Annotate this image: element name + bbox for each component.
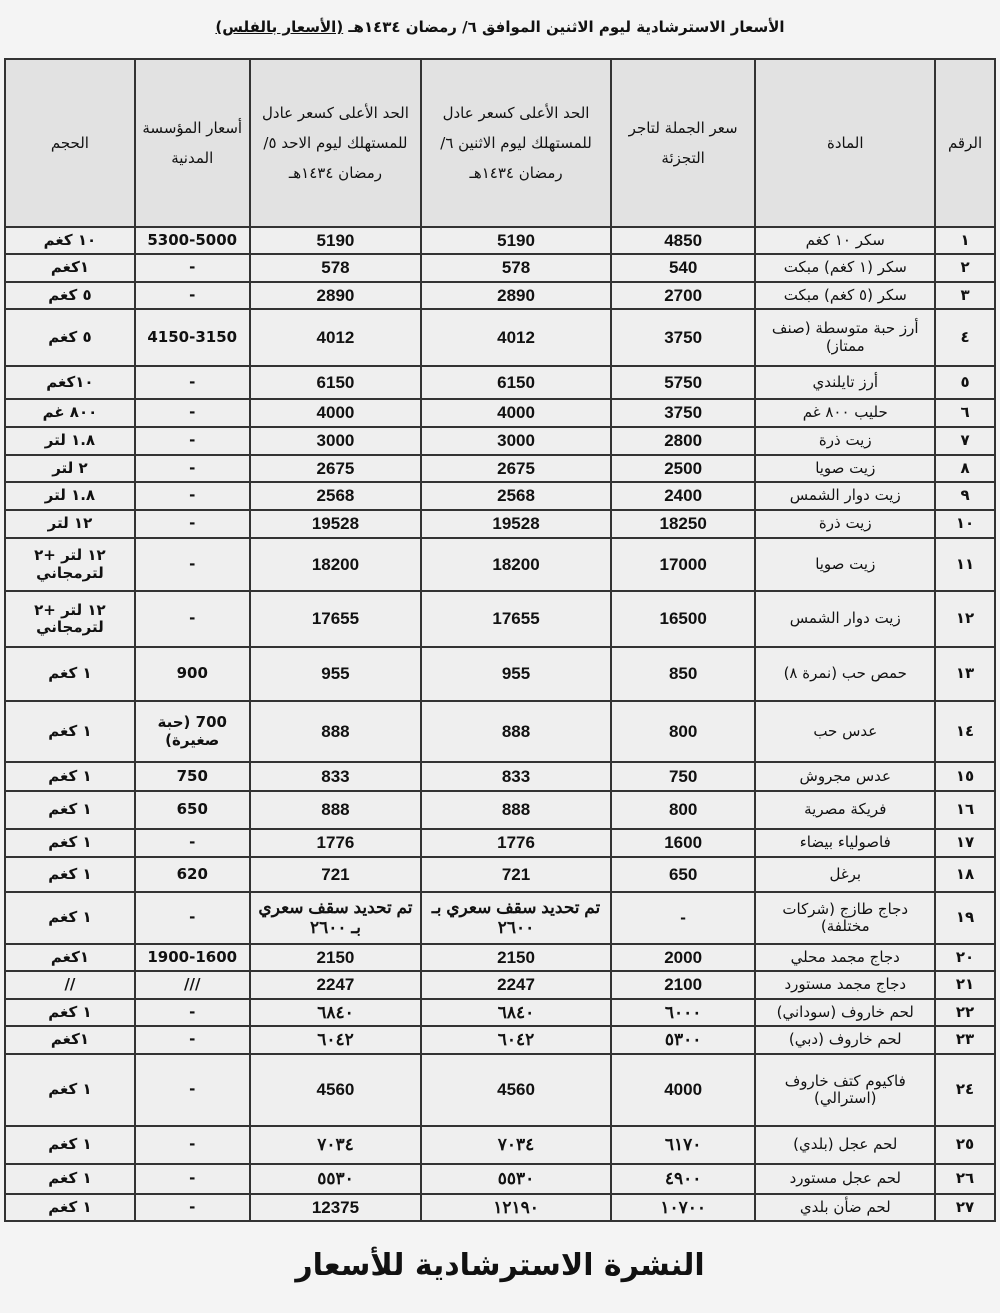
size: ١٠ كغم [5, 227, 135, 254]
wholesale-price: ٦٠٠٠ [611, 999, 756, 1026]
size: ١ كغم [5, 701, 135, 762]
wholesale-price: 2500 [611, 455, 756, 482]
max-price-monday: 888 [421, 701, 611, 762]
civil-institution-price: - [135, 1026, 250, 1054]
size: ١ كغم [5, 647, 135, 701]
table-row [5, 591, 995, 647]
size: ١.٨ لتر [5, 482, 135, 510]
table-row [5, 1054, 995, 1126]
item-name: حليب ٨٠٠ غم [755, 399, 935, 427]
wholesale-price: ٤٩٠٠ [611, 1164, 756, 1194]
max-price-sunday: 578 [250, 254, 422, 282]
max-price-sunday: 2247 [250, 971, 422, 999]
row-number: ٩ [935, 482, 995, 510]
max-price-sunday: ٦٠٤٢ [250, 1026, 422, 1054]
table-row [5, 791, 995, 829]
item-name: زيت ذرة [755, 427, 935, 455]
row-number: ٧ [935, 427, 995, 455]
table-row [5, 227, 995, 254]
wholesale-price: 16500 [611, 591, 756, 647]
max-price-sunday: 4560 [250, 1054, 422, 1126]
row-number: ١٢ [935, 591, 995, 647]
table-row [5, 999, 995, 1026]
max-price-monday: 1776 [421, 829, 611, 857]
size: ١ كغم [5, 829, 135, 857]
item-name: سكر (١ كغم) مبكت [755, 254, 935, 282]
table-row [5, 309, 995, 366]
civil-institution-price: - [135, 510, 250, 538]
size: ١٢ لتر +٢ لترمجاني [5, 538, 135, 591]
wholesale-price: 4850 [611, 227, 756, 254]
civil-institution-price: - [135, 1164, 250, 1194]
item-name: عدس مجروش [755, 762, 935, 791]
size: ١ كغم [5, 1164, 135, 1194]
table-row [5, 857, 995, 892]
max-price-monday: 6150 [421, 366, 611, 399]
table-row [5, 510, 995, 538]
max-price-sunday: 2675 [250, 455, 422, 482]
max-price-sunday: 5190 [250, 227, 422, 254]
max-price-sunday: 955 [250, 647, 422, 701]
max-price-sunday: 12375 [250, 1194, 422, 1221]
civil-institution-price: - [135, 538, 250, 591]
table-row [5, 254, 995, 282]
item-name: عدس حب [755, 701, 935, 762]
wholesale-price: 750 [611, 762, 756, 791]
item-name: لحم عجل مستورد [755, 1164, 935, 1194]
table-row [5, 701, 995, 762]
row-number: ٢ [935, 254, 995, 282]
civil-institution-price: 900 [135, 647, 250, 701]
size: ٢ لتر [5, 455, 135, 482]
civil-institution-price: - [135, 1126, 250, 1164]
row-number: ٢٧ [935, 1194, 995, 1221]
max-price-monday: ٧٠٣٤ [421, 1126, 611, 1164]
max-price-sunday: 888 [250, 791, 422, 829]
max-price-sunday: تم تحديد سقف سعري بـ ٢٦٠٠ [250, 892, 422, 944]
table-row [5, 1194, 995, 1221]
item-name: دجاج مجمد محلي [755, 944, 935, 971]
max-price-monday: 18200 [421, 538, 611, 591]
row-number: ١٥ [935, 762, 995, 791]
max-price-sunday: 4000 [250, 399, 422, 427]
item-name: زيت صويا [755, 538, 935, 591]
table-row [5, 829, 995, 857]
max-price-monday: 19528 [421, 510, 611, 538]
civil-institution-price: - [135, 254, 250, 282]
row-number: ٢٦ [935, 1164, 995, 1194]
civil-institution-price: - [135, 591, 250, 647]
size: ٥ كغم [5, 282, 135, 309]
civil-institution-price: - [135, 999, 250, 1026]
row-number: ١٩ [935, 892, 995, 944]
civil-institution-price: - [135, 1054, 250, 1126]
max-price-monday: 5190 [421, 227, 611, 254]
table-row [5, 971, 995, 999]
item-name: فاكيوم كتف خاروف (استرالي) [755, 1054, 935, 1126]
civil-institution-price: - [135, 892, 250, 944]
max-price-sunday: 6150 [250, 366, 422, 399]
size: ١ كغم [5, 762, 135, 791]
item-name: دجاج مجمد مستورد [755, 971, 935, 999]
table-row [5, 455, 995, 482]
wholesale-price: 3750 [611, 309, 756, 366]
max-price-sunday: 2150 [250, 944, 422, 971]
civil-institution-price: - [135, 427, 250, 455]
row-number: ١٦ [935, 791, 995, 829]
item-name: دجاج طازج (شركات مختلفة) [755, 892, 935, 944]
table-row [5, 282, 995, 309]
row-number: ٣ [935, 282, 995, 309]
table-row [5, 647, 995, 701]
civil-institution-price: 1900-1600 [135, 944, 250, 971]
column-header: المادة [755, 59, 935, 227]
wholesale-price: 850 [611, 647, 756, 701]
max-price-monday: ٦٨٤٠ [421, 999, 611, 1026]
footer-title: النشرة الاسترشادية للأسعار [295, 1248, 705, 1283]
wholesale-price: 17000 [611, 538, 756, 591]
table-row [5, 1164, 995, 1194]
civil-institution-price: - [135, 482, 250, 510]
max-price-monday: 2247 [421, 971, 611, 999]
table-row [5, 944, 995, 971]
wholesale-price: 2400 [611, 482, 756, 510]
row-number: ٤ [935, 309, 995, 366]
table-row [5, 892, 995, 944]
row-number: ٦ [935, 399, 995, 427]
civil-institution-price: 5300-5000 [135, 227, 250, 254]
size: ١٠كغم [5, 366, 135, 399]
table-row [5, 482, 995, 510]
wholesale-price: 5750 [611, 366, 756, 399]
row-number: ١٣ [935, 647, 995, 701]
max-price-sunday: 17655 [250, 591, 422, 647]
table-row [5, 762, 995, 791]
max-price-sunday: 833 [250, 762, 422, 791]
civil-institution-price: 4150-3150 [135, 309, 250, 366]
item-name: زيت صويا [755, 455, 935, 482]
row-number: ٨ [935, 455, 995, 482]
column-header: الحد الأعلى كسعر عادل للمستهلك ليوم الاثنين ٦/رمضان ١٤٣٤هـ [421, 59, 611, 227]
max-price-monday: 17655 [421, 591, 611, 647]
max-price-sunday: 18200 [250, 538, 422, 591]
max-price-monday: 833 [421, 762, 611, 791]
max-price-monday: 4560 [421, 1054, 611, 1126]
size: ١كغم [5, 254, 135, 282]
max-price-monday: ٥٥٣٠ [421, 1164, 611, 1194]
civil-institution-price: - [135, 366, 250, 399]
civil-institution-price: - [135, 829, 250, 857]
row-number: ١٤ [935, 701, 995, 762]
item-name: لحم ضأن بلدي [755, 1194, 935, 1221]
table-row [5, 366, 995, 399]
row-number: ١ [935, 227, 995, 254]
row-number: ١٧ [935, 829, 995, 857]
wholesale-price: 3750 [611, 399, 756, 427]
wholesale-price: 2700 [611, 282, 756, 309]
item-name: برغل [755, 857, 935, 892]
item-name: لحم خاروف (سوداني) [755, 999, 935, 1026]
max-price-sunday: 2568 [250, 482, 422, 510]
row-number: ٢٠ [935, 944, 995, 971]
size: ١ كغم [5, 1194, 135, 1221]
max-price-sunday: 1776 [250, 829, 422, 857]
item-name: سكر ١٠ كغم [755, 227, 935, 254]
document-title: الأسعار الاسترشادية ليوم الاثنين الموافق ٦/ رمضان ١٤٣٤هـ (الأسعار بالفلس) [215, 18, 785, 36]
civil-institution-price: - [135, 282, 250, 309]
wholesale-price: 800 [611, 701, 756, 762]
wholesale-price: 2100 [611, 971, 756, 999]
max-price-sunday: ٥٥٣٠ [250, 1164, 422, 1194]
size: ١.٨ لتر [5, 427, 135, 455]
max-price-sunday: 2890 [250, 282, 422, 309]
column-header: سعر الجملة لتاجر التجزئة [611, 59, 756, 227]
max-price-sunday: 3000 [250, 427, 422, 455]
max-price-sunday: 721 [250, 857, 422, 892]
civil-institution-price: 700 (حبة صغيرة) [135, 701, 250, 762]
wholesale-price: 2800 [611, 427, 756, 455]
wholesale-price: - [611, 892, 756, 944]
size: ١ كغم [5, 999, 135, 1026]
size: ١كغم [5, 944, 135, 971]
civil-institution-price: - [135, 399, 250, 427]
row-number: ١٨ [935, 857, 995, 892]
column-header: الرقم [935, 59, 995, 227]
wholesale-price: ١٠٧٠٠ [611, 1194, 756, 1221]
wholesale-price: ٥٣٠٠ [611, 1026, 756, 1054]
max-price-monday: ١٢١٩٠ [421, 1194, 611, 1221]
max-price-monday: 2890 [421, 282, 611, 309]
item-name: زيت دوار الشمس [755, 591, 935, 647]
civil-institution-price: - [135, 1194, 250, 1221]
row-number: ٢٥ [935, 1126, 995, 1164]
item-name: زيت دوار الشمس [755, 482, 935, 510]
size: ١ كغم [5, 1054, 135, 1126]
table-row [5, 1126, 995, 1164]
wholesale-price: 540 [611, 254, 756, 282]
row-number: ٢١ [935, 971, 995, 999]
size: ١ كغم [5, 791, 135, 829]
max-price-sunday: ٦٨٤٠ [250, 999, 422, 1026]
column-header: أسعار المؤسسة المدنية [135, 59, 250, 227]
table-row [5, 427, 995, 455]
civil-institution-price: - [135, 455, 250, 482]
max-price-sunday: ٧٠٣٤ [250, 1126, 422, 1164]
item-name: لحم خاروف (دبي) [755, 1026, 935, 1054]
item-name: فاصولياء بيضاء [755, 829, 935, 857]
size: ١٢ لتر [5, 510, 135, 538]
row-number: ١٠ [935, 510, 995, 538]
row-number: ٢٤ [935, 1054, 995, 1126]
max-price-monday: 888 [421, 791, 611, 829]
wholesale-price: 1600 [611, 829, 756, 857]
item-name: سكر (٥ كغم) مبكت [755, 282, 935, 309]
size: ١كغم [5, 1026, 135, 1054]
row-number: ٢٣ [935, 1026, 995, 1054]
size: ٥ كغم [5, 309, 135, 366]
size: ١٢ لتر +٢ لترمجاني [5, 591, 135, 647]
column-header: الحجم [5, 59, 135, 227]
item-name: زيت ذرة [755, 510, 935, 538]
wholesale-price: 800 [611, 791, 756, 829]
wholesale-price: ٦١٧٠ [611, 1126, 756, 1164]
item-name: لحم عجل (بلدي) [755, 1126, 935, 1164]
max-price-monday: 578 [421, 254, 611, 282]
max-price-monday: 4012 [421, 309, 611, 366]
item-name: أرز تايلندي [755, 366, 935, 399]
item-name: حمص حب (نمرة ٨) [755, 647, 935, 701]
max-price-sunday: 888 [250, 701, 422, 762]
civil-institution-price: 750 [135, 762, 250, 791]
table-row [5, 399, 995, 427]
civil-institution-price: 620 [135, 857, 250, 892]
item-name: فريكة مصرية [755, 791, 935, 829]
max-price-monday: 3000 [421, 427, 611, 455]
max-price-sunday: 19528 [250, 510, 422, 538]
row-number: ٥ [935, 366, 995, 399]
size: ٨٠٠ غم [5, 399, 135, 427]
size: ١ كغم [5, 1126, 135, 1164]
table-row [5, 1026, 995, 1054]
row-number: ٢٢ [935, 999, 995, 1026]
size: ١ كغم [5, 892, 135, 944]
max-price-monday: 4000 [421, 399, 611, 427]
wholesale-price: 650 [611, 857, 756, 892]
wholesale-price: 18250 [611, 510, 756, 538]
max-price-monday: 721 [421, 857, 611, 892]
wholesale-price: 4000 [611, 1054, 756, 1126]
max-price-monday: 2675 [421, 455, 611, 482]
max-price-monday: ٦٠٤٢ [421, 1026, 611, 1054]
max-price-sunday: 4012 [250, 309, 422, 366]
header-row [5, 59, 995, 227]
table-row [5, 538, 995, 591]
row-number: ١١ [935, 538, 995, 591]
civil-institution-price: 650 [135, 791, 250, 829]
size: ١ كغم [5, 857, 135, 892]
civil-institution-price: /// [135, 971, 250, 999]
max-price-monday: تم تحديد سقف سعري بـ ٢٦٠٠ [421, 892, 611, 944]
size: // [5, 971, 135, 999]
item-name: أرز حبة متوسطة (صنف ممتاز) [755, 309, 935, 366]
max-price-monday: 955 [421, 647, 611, 701]
max-price-monday: 2150 [421, 944, 611, 971]
max-price-monday: 2568 [421, 482, 611, 510]
price-table [4, 58, 996, 1222]
column-header: الحد الأعلى كسعر عادل للمستهلك ليوم الاحد ٥/ رمضان ١٤٣٤هـ [250, 59, 422, 227]
wholesale-price: 2000 [611, 944, 756, 971]
